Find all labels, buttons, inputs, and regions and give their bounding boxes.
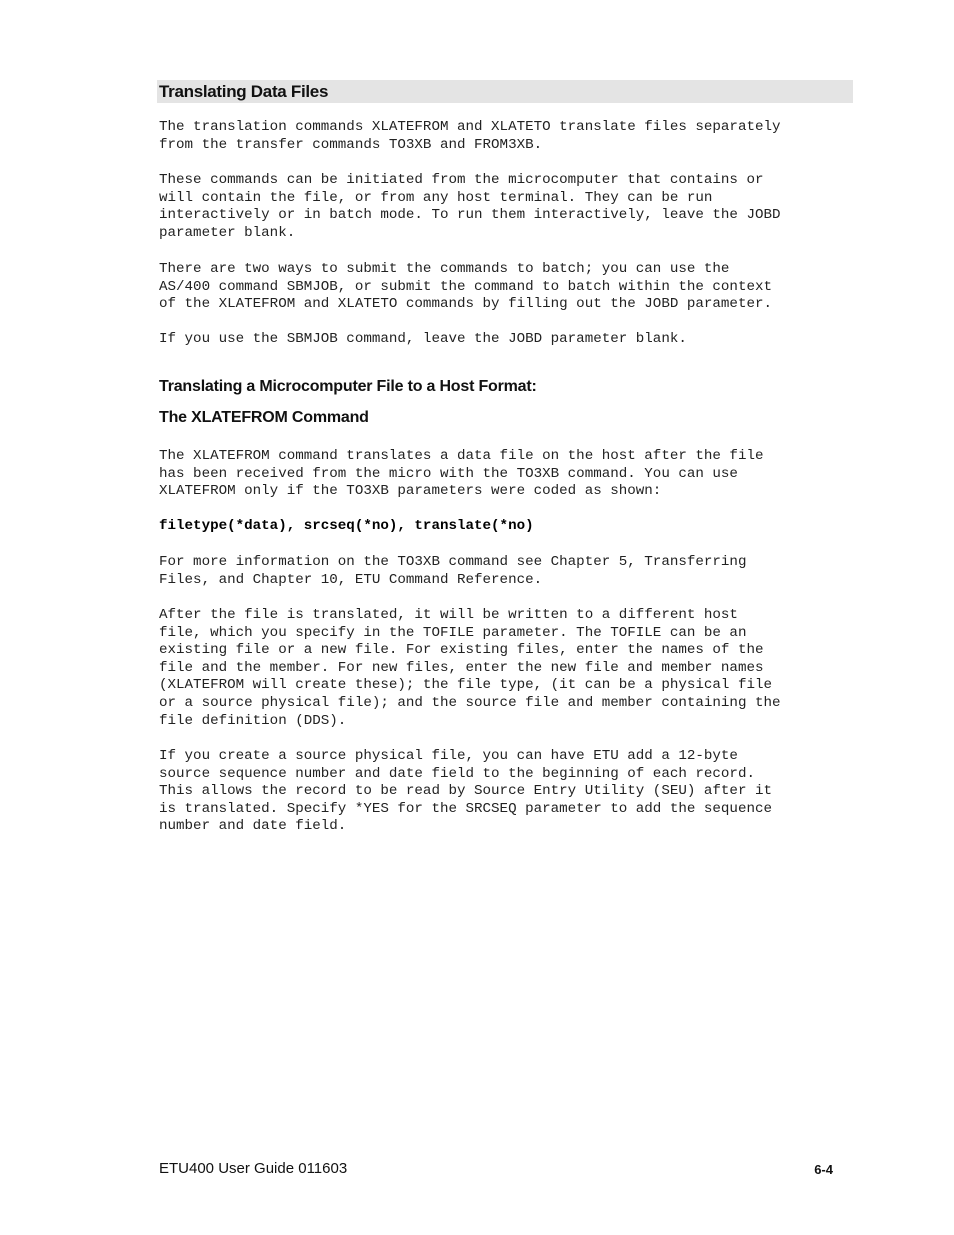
section-heading: Translating Data Files [157,80,853,103]
xlatefrom-paragraph-3: After the file is translated, it will be written to a different host file, which you specify in the TOFILE parameter. The TOFILE can be an existing file or a new file. For existing files, enter the names of the file and the member. For new files, enter the new file and member names (XLATEFROM will create these); the file type, (it can be a physical file or a source physical file); and the source file and member containing the file definition (DDS). [159,607,781,729]
code-example: filetype(*data), srcseq(*no), translate(*no) [159,518,534,534]
xlatefrom-paragraph-1: The XLATEFROM command translates a data file on the host after the file has been received from the micro with the TO3XB command. You can use XLATEFROM only if the TO3XB parameters were coded as shown: [159,448,764,500]
footer-guide-title: ETU400 User Guide 011603 [159,1160,348,1177]
intro-paragraph-1: The translation commands XLATEFROM and XLATETO translate files separately from the transfer commands TO3XB and FROM3XB. [159,119,781,153]
subheading-translating-micro-file: Translating a Microcomputer File to a Host Format: [159,378,537,395]
intro-paragraph-2: These commands can be initiated from the microcomputer that contains or will contain the file, or from any host terminal. They can be run interactively or in batch mode. To run them interactively, leave the JOBD parameter blank. [159,172,781,241]
intro-paragraph-3: There are two ways to submit the commands to batch; you can use the AS/400 command SBMJOB, or submit the command to batch within the context of the XLATEFROM and XLATETO commands by filling out the JOBD parameter. [159,261,772,313]
footer-page-number: 6-4 [814,1162,833,1177]
xlatefrom-paragraph-2: For more information on the TO3XB command see Chapter 5, Transferring Files, and Chapter 10, ETU Command Reference. [159,554,747,588]
subheading-xlatefrom-command: The XLATEFROM Command [159,409,369,426]
intro-paragraph-4: If you use the SBMJOB command, leave the JOBD parameter blank. [159,331,687,347]
xlatefrom-paragraph-4: If you create a source physical file, you can have ETU add a 12-byte source sequence number and date field to the beginning of each record. This allows the record to be read by Source Entry Utility (SEU) after it is translated. Specify *YES for the SRCSEQ parameter to add the sequence number and date field. [159,748,772,835]
